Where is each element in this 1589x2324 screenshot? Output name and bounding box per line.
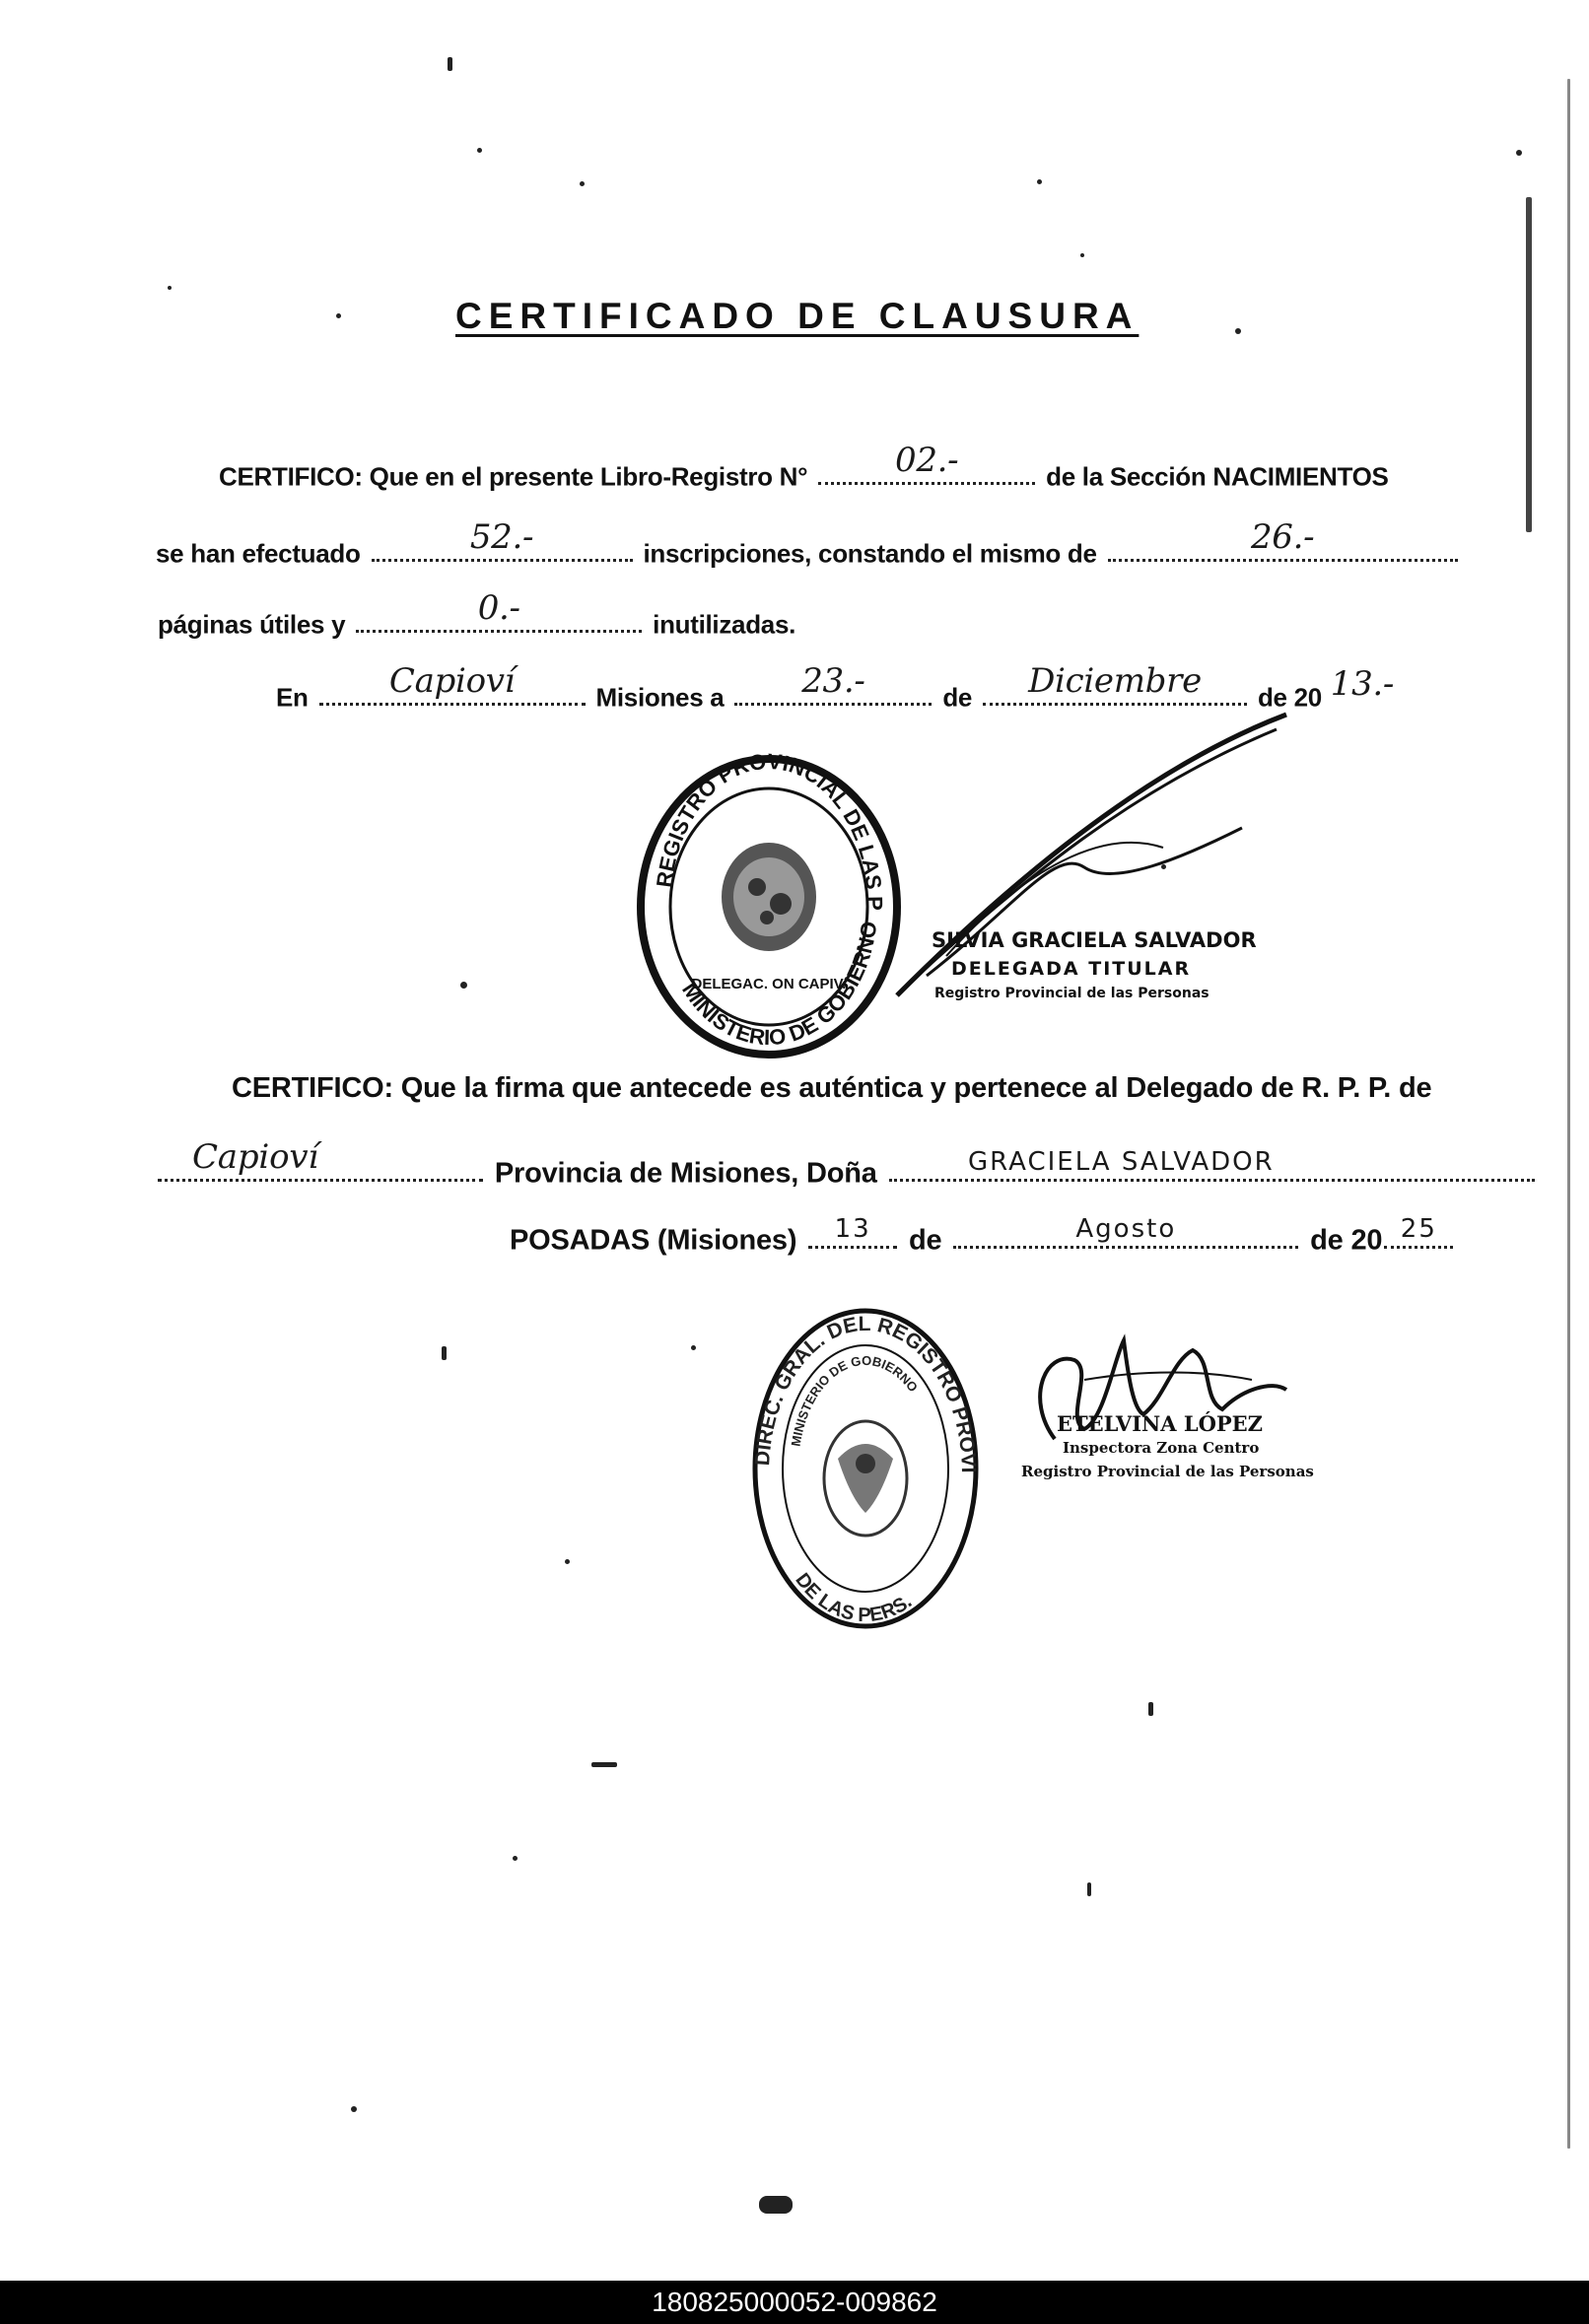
lugar-field: [319, 661, 586, 706]
inutilizadas-value: 0.-: [477, 588, 520, 629]
document-footer-id: 180825000052-009862: [0, 2281, 1589, 2324]
inscripciones-field: [372, 517, 633, 562]
first-official-stamp: [622, 705, 907, 1059]
first-signature-subtitle: Registro Provincial de las Personas: [934, 986, 1209, 1001]
efectuado-prefix: se han efectuado: [156, 538, 361, 569]
stamp2-inner-text: MINISTERIO DE GOBIERNO: [788, 1352, 922, 1448]
second-certificate-line-3: [510, 1216, 1457, 1257]
first-signature-name-line: [932, 928, 1257, 952]
second-year-label: de 20: [1310, 1224, 1383, 1257]
stamp1-inner-text: DELEGAC. ON CAPIV.: [691, 976, 847, 992]
second-dia-field: [808, 1216, 897, 1249]
dia-field: [734, 661, 932, 706]
certificate-line-2: [156, 517, 1462, 569]
second-year-field: [1384, 1216, 1453, 1249]
second-signature-subtitle: Registro Provincial de las Personas: [1021, 1463, 1314, 1480]
inscripciones-middle: inscripciones, constando el mismo de: [643, 538, 1097, 569]
document-title: CERTIFICADO DE CLAUSURA: [455, 296, 1140, 336]
certifico-prefix: CERTIFICO: Que en el presente Libro-Registro N°: [219, 461, 808, 492]
paginas-utiles-prefix: páginas útiles y: [158, 609, 346, 640]
stamp1-bottom-text: MINISTERIO DE GOBIERNO: [677, 920, 882, 1051]
second-provincia-middle: Provincia de Misiones, Doña: [494, 1157, 877, 1190]
dia-value: 23.-: [801, 661, 865, 702]
second-certificate-line-1: CERTIFICO: Que la firma que antecede es auténtica y pertenece al Delegado de R. P. P. de: [232, 1072, 1432, 1104]
year-label: de 20: [1257, 682, 1322, 713]
second-certificate-line-2: [158, 1137, 1539, 1190]
first-signature-name-prefix: SILVIA: [932, 928, 1004, 952]
second-signature-name: ETELVINA LÓPEZ: [1057, 1411, 1264, 1436]
year-field: [1324, 664, 1401, 706]
second-lugar-value: Capioví: [191, 1137, 319, 1178]
stamp1-top-text: REGISTRO PROVINCIAL DE LAS PERSONAS: [622, 705, 888, 912]
second-nombre-field: [889, 1149, 1535, 1182]
libro-numero-value: 02.-: [895, 441, 959, 481]
first-signature-title: DELEGADA TITULAR: [951, 958, 1192, 980]
first-signature-name: GRACIELA SALVADOR: [1011, 928, 1257, 952]
inutilizadas-suffix: inutilizadas.: [653, 609, 796, 640]
second-de-label: de: [909, 1224, 942, 1257]
en-label: En: [276, 682, 309, 713]
second-year-value: 25: [1400, 1214, 1437, 1245]
certificate-line-1: [219, 441, 1389, 492]
paginas-value: 26.-: [1250, 517, 1315, 558]
posadas-prefix: POSADAS (Misiones): [510, 1224, 797, 1257]
second-dia-value: 13: [834, 1214, 871, 1245]
second-signature-title: Inspectora Zona Centro: [1063, 1439, 1260, 1457]
mes-field: [983, 661, 1247, 706]
seccion-suffix: de la Sección NACIMIENTOS: [1046, 461, 1389, 492]
second-lugar-field: [158, 1137, 483, 1182]
coat-of-arms-icon: [722, 843, 816, 951]
misiones-label: Misiones a: [595, 682, 725, 713]
stamp2-bottom-text: DE LAS PERS.: [791, 1569, 917, 1627]
mes-value: Diciembre: [1028, 661, 1202, 702]
second-official-stamp: [739, 1283, 984, 1636]
year-value: 13.-: [1330, 664, 1395, 705]
coat-of-arms-icon: [824, 1421, 907, 1536]
paginas-field: [1108, 517, 1458, 562]
second-mes-field: [953, 1216, 1298, 1249]
inscripciones-value: 52.-: [469, 517, 534, 558]
libro-numero-field: [818, 441, 1035, 485]
second-mes-value: Agosto: [1075, 1214, 1177, 1245]
lugar-value: Capioví: [388, 661, 516, 702]
second-nombre-value: GRACIELA SALVADOR: [967, 1147, 1275, 1178]
certificate-line-3: [158, 588, 796, 640]
stamp2-top-text: DIREC. GRAL. DEL REGISTRO PROVINCIAL: [739, 1283, 981, 1473]
certificate-line-4: [276, 661, 1405, 713]
de-label: de: [942, 682, 973, 713]
inutilizadas-field: [356, 588, 642, 633]
